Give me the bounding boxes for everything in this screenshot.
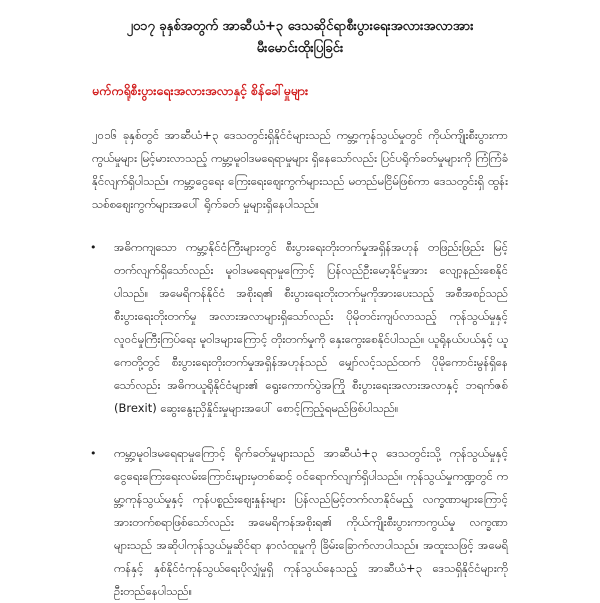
bullet-item <box>92 442 508 603</box>
title-line-1: ၂၀၁၇ ခုနှစ်အတွက် အာဆီယံ+၃ ဒေသဆိုင်ရာစီးပွားရေးအလားအလာအား <box>126 19 474 34</box>
intro-paragraph: ၂၀၁၆ ခုနှစ်တွင် အာဆီယံ+၃ ဒေသတွင်းရှိနိုင်ငံများသည် ကမ္ဘာ့ကုန်သွယ်မှုတွင် ကိုယ်ကျိုးစီးပွားကာကွယ်မှုများ မြင့်မားလာသည့် ကမ္ဘာ့မူဝါဒမရေရာမှုများ ရှိနေသော်လည်း ပြင်ပရိုက်ခတ်မှုများကို ကြံကြံခံနိုင်လျက်ရှိပါသည်။ ကမ္ဘာ့ငွေရေး ကြေးရေးဈေးကွက်များသည် မတည်မငြိမ်ဖြစ်ကာ ဒေသတွင်းရှိ ထွန်းသစ်စဈေးကွက်များအပေါ် ရိုက်ခတ် မှုများရှိနေပါသည်။ <box>92 128 508 211</box>
bullet-text: အဓိကကျသော ကမ္ဘာ့နိုင်ငံကြီးများတွင် စီးပွားရေးတိုးတက်မှုအရှိန်အဟုန် တဖြည်းဖြည်း မြင့်တက်လျက်ရှိသော်လည်း မူဝါဒမရေရာမှုကြောင့် ပြန်လည်ဦးမော့နိုင်မှုအား လျော့နည်းစေနိုင်ပါသည်။ အမေရိကန်နိုင်ငံ အစိုးရ၏ စီးပွားရေးတိုးတက်မှုကိုအားပေးသည့် အစီအစဉ်သည် စီးပွားရေးတိုးတက်မှု အလားအလာများရှိသော်လည်း ပိုမိုတင်းကျပ်လာသည့် ကုန်သွယ်မှုနှင့် လူဝင်မှုကြီးကြပ်ရေး မူဝါဒများကြောင့် တိုးတက်မှုကို နှေးကွေးစေနိုင်ပါသည်။ ယူရိုနယ်ပယ်နှင့် ယူကေတို့တွင် စီးပွားရေးတိုးတက်မှုအရှိန်အဟုန်သည် မျှော်လင့်သည်ထက် ပိုမိုကောင်းမွန်ရှိနေသော်လည်း အဓိကယူရိုနိုင်ငံများ၏ ရွေးကောက်ပွဲအကြို စီးပွားရေးအလားအလာနှင့် ဘရက်ဇစ် (Brexit) ဆွေးနွေးညှိနှိုင်းမှုများအပေါ် စောင့်ကြည့်ရမည်ဖြစ်ပါသည်။ <box>114 240 508 415</box>
bullet-item <box>92 236 508 420</box>
document-title <box>92 0 508 60</box>
section-heading: မက်ကရိုစီးပွားရေးအလားအလာနှင့် စိန်ခေါ်မှုများ <box>92 83 309 98</box>
bullet-text: ကမ္ဘာ့မူဝါဒမရေရာမှုကြောင့် ရိုက်ခတ်မှုများသည် အာဆီယံ+၃ ဒေသတွင်းသို့ ကုန်သွယ်မှုနှင့် ငွေရေးကြေးရေးလမ်းကြောင်းများမှတစ်ဆင့် ဝင်ရောက်လျက်ရှိပါသည်။ ကုန်သွယ်မှုကဏ္ဍတွင် ကမ္ဘာ့ကုန်သွယ်မှုနှင့် ကုန်ပစ္စည်းဈေးနှုန်းများ ပြန်လည်မြင့်တက်လာနိုင်မည့် လက္ခဏာများကြောင့် အားတက်စရာဖြစ်သော်လည်း အမေရိကန်အစိုးရ၏ ကိုယ်ကျိုးစီးပွားကာကွယ်မှု လက္ခဏာများသည် အဆိုပါကုန်သွယ်မှုဆိုင်ရာ နာလံထူမှုကို ခြိမ်းခြောက်လာပါသည်။ အထူးသဖြင့် အမေရိကန်နှင့် နှစ်နိုင်ငံကုန်သွယ်ရေးပိုလျှံမှုရှိ ကုန်သွယ်နေသည့် အာဆီယံ+၃ ဒေသရှိနိုင်ငံများကို ဦးတည်နေပါသည်။ <box>114 446 508 598</box>
bullet-icon: • <box>90 447 97 460</box>
bullet-icon: • <box>90 241 97 254</box>
bullet-list <box>92 236 508 603</box>
title-line-2: မီးမောင်းထိုးပြခြင်း <box>256 41 344 56</box>
